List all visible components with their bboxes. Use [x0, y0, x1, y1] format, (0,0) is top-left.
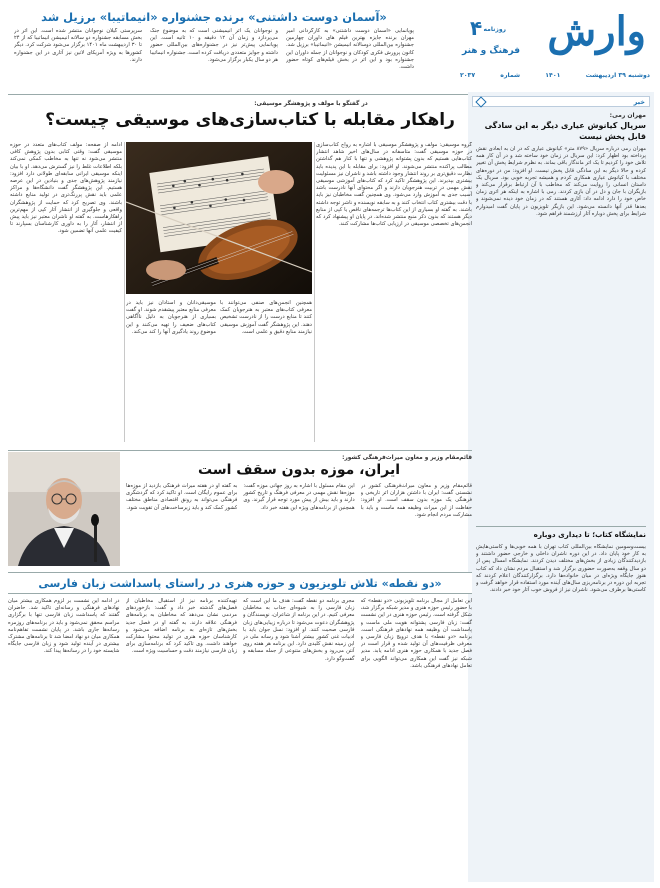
sidebar-headline-2[interactable]: نمایشگاه کتاب؛ تا دیداری دوباره [533, 530, 646, 539]
banner-headline-text: «دو نقطه» تلاش تلویزیون و حوزه هنری در راستای پاسداشت زبان فارسی [38, 576, 442, 590]
article-column: همچنین انجمن‌های صنفی می‌توانند با معرفی کتاب‌های معتبر به هنرجویان کمک کنند تا منابع درست را از نادرست تشخیص دهند. این پژوهشگر گفت آموزش موسیقی نیازمند منابع دقیق و علمی است. [220, 300, 312, 335]
top-article-col: و نوجوانان یک اثر انیمیشنی است که به موضوع جنگ می‌پردازد و زمان آن ۱۲ دقیقه و ۱۰ ثانیه است. این پویانمایی پیش‌تر نیز در جشنواره‌های بین‌المللی حضور داشته و جوایز متعددی دریافت کرده است. جشنواره انیماتیبا هر دو سال یکبار برگزار می‌شود. [150, 28, 278, 63]
article-kicker: در گفتگو با مولف و پژوهشگر موسیقی: [254, 101, 368, 107]
issue-number: ۲۰۳۷ [460, 71, 476, 79]
top-article-col: سرپرستی گیلان نوجوانان منتشر شده است. این اثر در بخش مسابقه جشنواره دو سالانه انیمیشن انیماتیبا که از ۲۴ تا ۳۰ اردیبهشت ماه ۱۴۰۱ برگزار می‌شود شرکت کرد. دیگر کشورها به ویژه آمریکای لاتین نیز آثاری در این جشنواره دارند. [14, 28, 142, 63]
official-photo [8, 452, 120, 566]
article-body [8, 598, 472, 882]
issue-label: شماره [500, 71, 521, 79]
article-column: قائم‌مقام وزیر و معاون میراث‌فرهنگی کشور در نشستی گفت: ایران با داشتن هزاران اثر تاریخی و فرهنگی یک موزه بدون سقف است. او افزود: حفاظت از این میراث وظیفه همه ماست و باید با مشارکت مردم انجام شود. [360, 483, 472, 518]
divider [476, 526, 646, 527]
top-article-title[interactable]: «آسمان دوست داشتنی» برنده جشنواره «انیماتیبا» برزیل شد [41, 10, 387, 24]
article-column: ادامه از صفحه: مولف کتاب‌های متعدد در حوزه موسیقی گفت: وقتی کتابی بدون پژوهش کافی منتشر می‌شود نه تنها به مخاطب کمکی نمی‌کند بلکه اطلاعات غلط را نیز گسترش می‌دهد. او با بیان اینکه موسیقی ایرانی سابقه‌ای طولانی دارد افزود: نیازمند پژوهش‌های جدی و بنیادین در این عرصه هستیم. این پژوهشگر گفت دانشگاه‌ها و مراکز علمی باید نقش پررنگ‌تری در تولید منابع داشته باشند. وی تصریح کرد که حمایت از پژوهشگران واقعی و جلوگیری از انتشار آثار کپی از مهم‌ترین راهکارهاست. به گفته او ناشران معتبر نیز باید پیش از انتشار، آثار را به داوری کارشناسان بسپارند تا کیفیت علمی آنها تضمین شود. [10, 142, 122, 235]
article-column: موسیقی‌دانان و استادان نیز باید در معرفی منابع معتبر پیشقدم شوند. او گفت بسیاری از هنرجویان به دلیل ناآگاهی کتاب‌های ضعیف را تهیه می‌کنند و این موضوع روند یادگیری آنها را کند می‌کند. [126, 300, 216, 335]
column-rule [124, 142, 125, 442]
article-column: مجری برنامه دو نقطه گفت: هدف ما این است که زبان فارسی را به شیوه‌ای جذاب به مخاطبان معرفی کنیم. در این برنامه از شاعران، نویسندگان و پژوهشگران دعوت می‌شود تا درباره زیبایی‌های زبان فارسی صحبت کنند. او افزود: نسل جوان باید با ادبیات غنی کشور بیشتر آشنا شود و رسانه ملی در این زمینه نقش کلیدی دارد. این برنامه هر هفته روی آنتن می‌رود و بخش‌های متنوعی از جمله مسابقه و گفت‌وگو دارد. [243, 598, 355, 662]
masthead [456, 6, 654, 92]
column-rule [314, 142, 315, 442]
date-bar [456, 68, 654, 82]
article-column: تهیه‌کننده برنامه نیز از استقبال مخاطبان از فصل‌های گذشته خبر داد و گفت: بازخوردهای مردمی نشان می‌دهد که مخاطبان به برنامه‌های فرهنگی علاقه دارند. به گفته او در فصل جدید بخش‌های تازه‌ای به برنامه اضافه می‌شود و کارشناسان حوزه هنری در تولید محتوا مشارکت خواهند داشت. وی تاکید کرد که برنامه‌سازی برای زبان فارسی نیازمند دقت و حساسیت ویژه است. [125, 598, 237, 655]
article-column: این تعامل از مجال برنامه تلویزیونی «دو نقطه» که با حضور رئیس حوزه هنری و مدیر شبکه برگزار شد، شکل گرفته است. رئیس حوزه هنری در این نشست گفت: زبان فارسی پشتوانه هویت ملی ماست و پاسداشت آن وظیفه همه نهادهای فرهنگی است. برنامه «دو نقطه» با هدف ترویج زبان فارسی و معرفی ظرفیت‌های آن تولید شده و قرار است در فصل جدید با همکاری حوزه هنری ادامه یابد. مدیر شبکه نیز گفت این همکاری می‌تواند الگویی برای تعامل نهادهای فرهنگی باشد. [360, 598, 472, 669]
sidebar-headline[interactable]: سریال کیانوش عیاری دیگر به این سادگی قابل پخش نیست [484, 121, 646, 141]
issue-year: ۱۴۰۱ [545, 71, 561, 79]
logo-subtitle: روزنامه [483, 26, 506, 33]
article-column: به گفته او در هفته میراث فرهنگی بازدید از موزه‌ها برای عموم رایگان است. او تاکید کرد که گردشگری فرهنگی می‌تواند به رونق اقتصادی مناطق مختلف کشور کمک کند و باید زیرساخت‌های آن تقویت شود. [126, 483, 238, 511]
divider [8, 94, 472, 95]
news-sidebar [468, 92, 654, 882]
divider [8, 450, 472, 451]
article-body [126, 483, 472, 565]
sidebar-story-body: مهران رمی درباره سریال «۸۷۹ متر» کیانوش عیاری که در آن به ابعادی نقش پرداخته بود اظهار کرد: این سریال در زمان خود ساخته شد و در آن کار همه تلاش خود را کردیم تا یک اثر ماندگار باقی بماند. به نظرم شرایط پخش آن تغییر کرده و حالا دیگر به این سادگی قابل پخش نیست. او افزود: من در دوره‌های مختلف با کیانوش عیاری همکاری کردم و همیشه تجربه خوبی بود. سریال یک داستان انسانی را روایت می‌کند که مخاطب با آن ارتباط برقرار می‌کند و بازیگران با جان و دل در آن بازی کردند. رمی با اشاره به اینکه هر اثری زمان خاص خود را دارد ادامه داد: آثاری هستند که در زمان خود دیده نمی‌شوند و بعدها قدر آنها دانسته می‌شود. این بازیگر تلویزیون در پایان گفت امیدوارم شرایط برای پخش دوباره آثار ارزشمند فراهم شود. [476, 146, 646, 217]
article-kicker: قائم‌مقام وزیر و معاون میراث‌فرهنگی کشور: [342, 455, 472, 461]
article-banner-headline[interactable] [8, 572, 472, 594]
violin-photo [126, 142, 312, 294]
top-article [14, 10, 414, 92]
page-number: ۴ [470, 16, 483, 40]
article-column: گروه موسیقی: مولف و پژوهشگر موسیقی با اشاره به رواج کتاب‌سازی در حوزه موسیقی گفت: متاسفانه در سال‌های اخیر شاهد انتشار کتاب‌هایی هستیم که بدون پشتوانه پژوهشی و تنها با کنار هم گذاشتن مطالب پراکنده منتشر می‌شوند. او افزود: برای مقابله با این پدیده باید نظارت دقیق‌تری بر روند انتشار وجود داشته باشد و ناشران نیز مسئولیت بیشتری بپذیرند. این پژوهشگر تاکید کرد که کتاب‌های آموزشی موسیقی نقش مهمی در تربیت هنرجویان دارند و اگر محتوای آنها نادرست باشد آسیب جدی به آموزش وارد می‌شود. وی همچنین گفت مخاطبان نیز باید با دقت بیشتری کتاب انتخاب کنند و به سابقه نویسنده و ناشر توجه داشته باشند. به گفته او بسیاری از این کتاب‌ها ترجمه‌های ناقص یا کپی از منابع دیگر هستند که بدون ذکر منبع منتشر شده‌اند. در پایان او پیشنهاد کرد که انجمن‌های تخصصی موسیقی در ارزیابی کتاب‌ها مشارکت کنند. [316, 142, 472, 228]
article-column: این مقام مسئول با اشاره به روز جهانی موزه گفت: موزه‌ها نقش مهمی در معرفی فرهنگ و تاریخ کشور دارند و باید بیش از پیش مورد توجه قرار گیرند. وی همچنین از برنامه‌های ویژه این هفته خبر داد. [243, 483, 355, 511]
top-article-col: پویانمایی «آسمان دوست داشتنی» به کارگردانی امیر مهران برنده جایزه بهترین فیلم های داوران چهارمین جشنواره بین‌المللی دوسالانه انیمیشن «انیماتیبا» برزیل شد. کانون پرورش فکری کودکان و نوجوانان از جمله داوران این جشنواره بود و این اثر در بخش فیلم‌های کوتاه حضور داشت. [286, 28, 414, 71]
news-tag [472, 96, 650, 107]
article-column: در ادامه این نشست بر لزوم همکاری بیشتر میان نهادهای فرهنگی و رسانه‌ای تاکید شد. حاضران گفتند که پاسداشت زبان فارسی تنها با برگزاری مراسم محقق نمی‌شود و باید در برنامه‌های روزمره رسانه‌ها جاری باشد. در پایان نشست تفاهم‌نامه همکاری میان دو نهاد امضا شد تا برنامه‌های مشترک بیشتری در آینده تولید شود و زبان فارسی جایگاه شایسته خود را در رسانه‌ها پیدا کند. [8, 598, 120, 655]
violin-illustration [126, 142, 312, 294]
section-name: فرهنگ و هنر [462, 46, 520, 56]
article-headline[interactable]: ایران، موزه بدون سقف است [198, 462, 400, 478]
diamond-icon [475, 96, 486, 107]
newspaper-logo: وارش [547, 8, 646, 55]
sidebar-kicker: مهران رمی: [609, 112, 646, 119]
portrait-illustration [8, 452, 120, 566]
article-headline[interactable]: راهکار مقابله با کتاب‌سازی‌های موسیقی چیست؟ [45, 110, 455, 130]
issue-date: دوشنبه ۳۹ اردیبهشت [585, 71, 650, 79]
sidebar-story-body-2: بیست‌وسومین نمایشگاه بین‌المللی کتاب تهران با همه خوبی‌ها و کاستی‌هایش به کار خود پایان داد. در این دوره ناشران داخلی و خارجی حضور داشتند و بازدیدکنندگان زیادی از بخش‌های مختلف دیدن کردند. نمایشگاه امسال پس از دو سال وقفه به‌صورت حضوری برگزار شد و استقبال مردم نشان داد که کتاب هنوز جایگاه ویژه‌ای در میان خانواده‌ها دارد. برگزارکنندگان اعلام کردند که تجربه این دوره در برنامه‌ریزی سال‌های آینده مورد استفاده قرار خواهد گرفت و کاستی‌ها برطرف می‌شود. ناشران نیز از فروش خوب آثار خود خبر دادند. [476, 544, 646, 594]
news-tag-label: خبر [633, 97, 645, 106]
